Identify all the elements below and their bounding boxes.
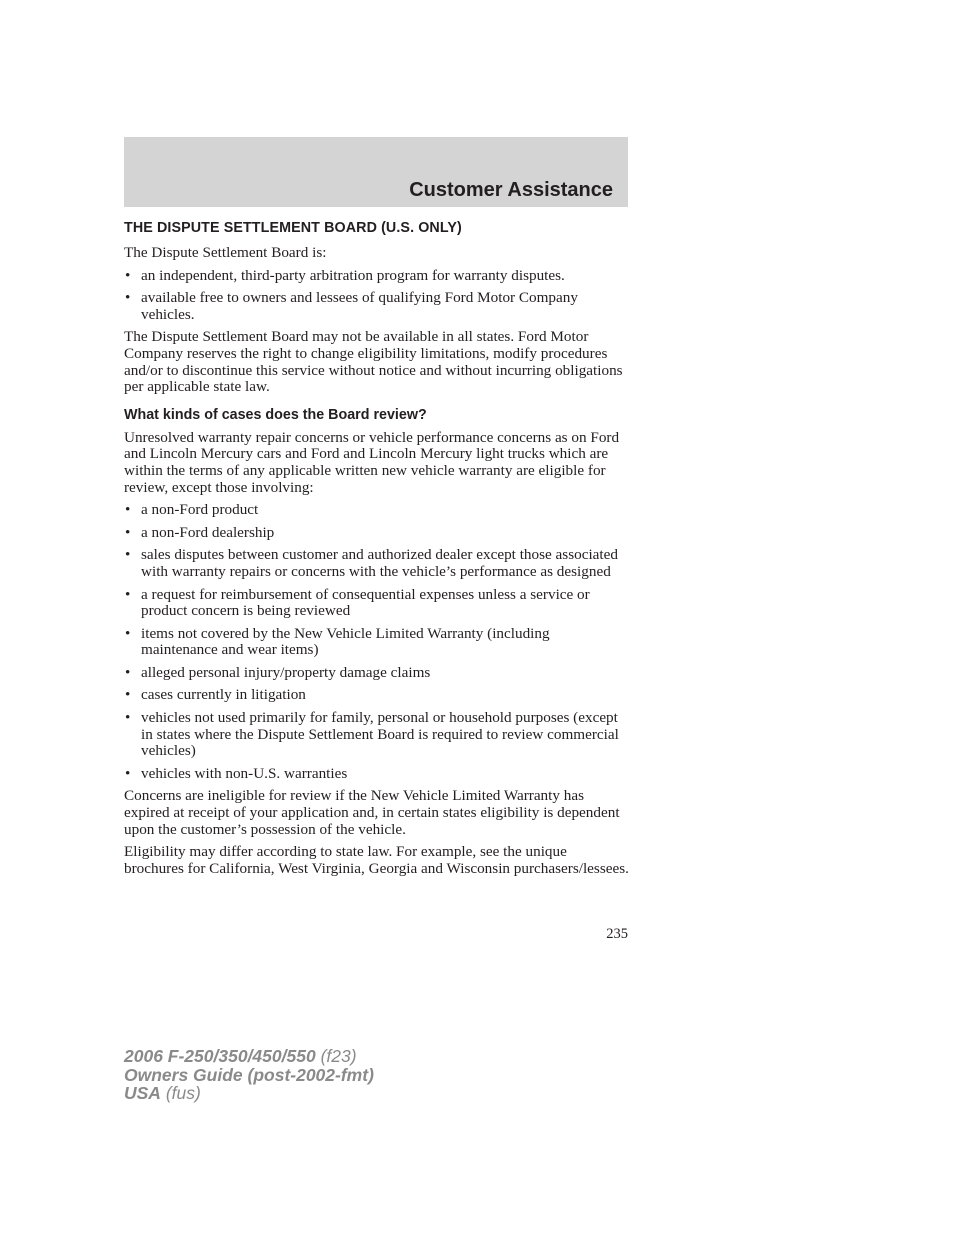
- exclusions-list: [124, 502, 630, 782]
- bullet-icon: •: [125, 709, 131, 727]
- bullet-icon: •: [125, 764, 131, 782]
- section-heading: THE DISPUTE SETTLEMENT BOARD (U.S. ONLY): [124, 220, 462, 236]
- availability-paragraph: The Dispute Settlement Board may not be available in all states. Ford Motor Company reserves the right to change eligibility limitations, modify procedures and/or to discontinue this service without notice and without incurring obligations per applicable state law.: [124, 328, 623, 396]
- list-item: • a non-Ford dealership: [125, 523, 275, 541]
- list-item: • cases currently in litigation: [125, 686, 306, 704]
- footer-line-market: USA (fus): [124, 1083, 201, 1103]
- bullet-icon: •: [125, 266, 131, 284]
- bullet-icon: •: [125, 624, 131, 642]
- page-number: 235: [606, 926, 628, 942]
- bullet-icon: •: [125, 686, 131, 704]
- section-title: Customer Assistance: [409, 179, 613, 201]
- ineligible-paragraph: Concerns are ineligible for review if the New Vehicle Limited Warranty has expired at receipt of your application and, in certain states eligibility is dependent upon the customer’s possession of the vehicle.: [124, 787, 620, 838]
- footer-line-model: 2006 F-250/350/450/550 (f23): [124, 1046, 357, 1066]
- list-item: • alleged personal injury/property damage claims: [125, 663, 431, 681]
- bullet-icon: •: [125, 663, 131, 681]
- intro-paragraph: The Dispute Settlement Board is:: [124, 244, 327, 261]
- list-item: • vehicles not used primarily for family, personal or household purposes (except in states where the Dispute Settlement Board is required to review commercial vehicles): [125, 709, 619, 760]
- bullet-icon: •: [125, 501, 131, 519]
- list-item: • an independent, third-party arbitration program for warranty disputes.: [125, 266, 565, 284]
- list-item: • sales disputes between customer and authorized dealer except those associated with warranty repairs or concerns with the vehicle’s performance as designed: [125, 546, 618, 580]
- list-item: • items not covered by the New Vehicle Limited Warranty (including maintenance and wear items): [125, 624, 550, 659]
- document-footer: [124, 1047, 374, 1103]
- bullet-icon: •: [125, 523, 131, 541]
- list-item: • available free to owners and lessees of qualifying Ford Motor Company vehicles.: [125, 289, 578, 323]
- eligibility-intro-paragraph: Unresolved warranty repair concerns or vehicle performance concerns as on Ford and Lincoln Mercury cars and Ford and Lincoln Mercury light trucks which are within the terms of any applicable written new vehicle warranty are eligible for review, except those involving:: [124, 428, 620, 496]
- intro-bullet-list: [124, 268, 630, 324]
- bullet-icon: •: [125, 546, 131, 564]
- bullet-icon: •: [125, 289, 131, 307]
- list-item: • a non-Ford product: [125, 501, 259, 519]
- page-content: [124, 219, 630, 883]
- bullet-icon: •: [125, 585, 131, 603]
- subsection-heading: What kinds of cases does the Board review?: [124, 406, 427, 423]
- list-item: • a request for reimbursement of consequential expenses unless a service or product concern is being reviewed: [125, 585, 590, 620]
- list-item: • vehicles with non-U.S. warranties: [125, 764, 348, 782]
- section-header-band: [124, 137, 628, 207]
- footer-line-guide: Owners Guide (post-2002-fmt): [124, 1064, 374, 1085]
- state-law-paragraph: Eligibility may differ according to state law. For example, see the unique brochures for California, West Virginia, Georgia and Wisconsin purchasers/lessees.: [124, 843, 629, 877]
